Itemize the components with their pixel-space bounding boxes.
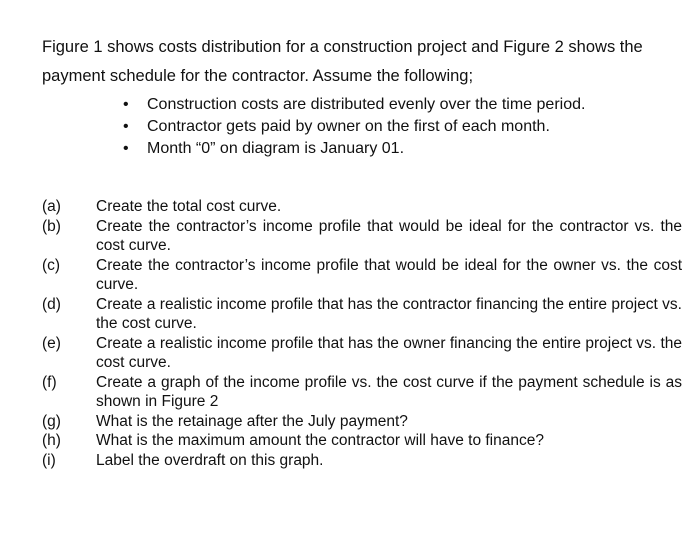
question-label: (h) — [42, 432, 61, 449]
question-text: What is the maximum amount the contractor will have to finance? — [96, 432, 544, 449]
assumption-text: Construction costs are distributed evenly over the time period. — [147, 96, 586, 113]
question-label: (e) — [42, 334, 61, 352]
assumption-item — [123, 138, 585, 160]
intro-paragraph — [42, 33, 682, 91]
assumption-text: Contractor gets paid by owner on the first of each month. — [147, 118, 550, 135]
bullet-icon: • — [123, 118, 129, 135]
question-text: Create the contractor’s income profile that would be ideal for the owner vs. the cost curve. — [96, 256, 682, 293]
bullet-icon: • — [123, 96, 129, 113]
question-text: What is the retainage after the July payment? — [96, 412, 408, 430]
question-item-b — [42, 217, 682, 256]
question-label: (g) — [42, 412, 61, 430]
question-text: Create the total cost curve. — [96, 198, 282, 215]
assumption-text: Month “0” on diagram is January 01. — [147, 140, 405, 157]
question-text: Create the contractor’s income profile that would be ideal for the contractor vs. the cost curve. — [96, 217, 682, 254]
question-item-g — [42, 412, 682, 432]
question-item-i — [42, 451, 682, 471]
question-item-h — [42, 431, 682, 451]
question-label: (b) — [42, 217, 61, 235]
question-label: (d) — [42, 295, 61, 313]
question-label: (f) — [42, 373, 57, 391]
question-item-a — [42, 197, 682, 217]
question-text: Label the overdraft on this graph. — [96, 451, 324, 469]
question-text: Create a realistic income profile that has the owner financing the entire project vs. the cost curve. — [96, 334, 682, 371]
question-item-c — [42, 256, 682, 295]
question-text: Create a realistic income profile that has the contractor financing the entire project vs. the cost curve. — [96, 295, 682, 332]
assumption-item — [123, 94, 585, 116]
intro-line-2: payment schedule for the contractor. Assume the following; — [42, 67, 474, 85]
intro-line-1: Figure 1 shows costs distribution for a construction project and Figure 2 shows the — [42, 38, 643, 56]
question-label: (c) — [42, 256, 61, 274]
bullet-icon: • — [123, 140, 129, 157]
assumption-item — [123, 116, 585, 138]
question-label: (a) — [42, 198, 61, 215]
questions-list — [42, 197, 682, 470]
question-item-d — [42, 295, 682, 334]
question-text: Create a graph of the income profile vs. the cost curve if the payment schedule is as shown in Figure 2 — [96, 373, 682, 410]
question-label: (i) — [42, 451, 56, 469]
assumptions-list — [123, 94, 585, 160]
question-item-f — [42, 373, 682, 412]
question-item-e — [42, 334, 682, 373]
